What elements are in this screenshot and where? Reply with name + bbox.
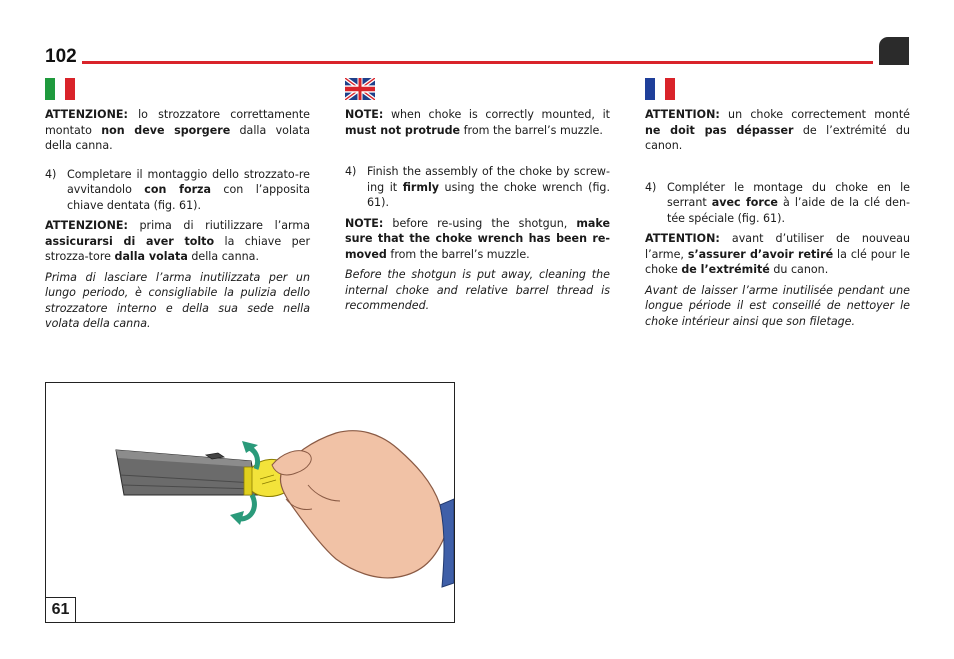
english-note-1: NOTE: when choke is correctly mounted, it must not protrude from the barrel’s muzzle. — [345, 108, 610, 137]
english-step-4: 4) Finish the assembly of the choke by screw-ing it firmly using the choke wrench (fig. 61). — [345, 165, 610, 209]
english-column — [345, 107, 610, 319]
english-italic-note: Before the shotgun is put away, cleaning the internal choke and relative barrel thread is recommended. — [345, 268, 610, 312]
italian-note: Prima di lasciare l’arma inutilizzata per un lungo periodo, è consigliabile la pulizia dello strozzatore interno e della sua sede nella volata della canna. — [45, 270, 310, 330]
french-attention-1: ATTENTION: un choke correctement monté ne doit pas dépasser de l’extrémité du canon. — [645, 108, 910, 152]
italian-attention-2: ATTENZIONE: prima di riutilizzare l’arma assicurarsi di aver tolto la chiave per strozza-tore dalla volata della canna. — [45, 219, 311, 263]
header-rule — [82, 61, 873, 64]
italian-attention-1: ATTENZIONE: lo strozzatore correttamente montato non deve sporgere dalla volata della canna. — [45, 108, 310, 152]
italian-column — [45, 107, 310, 337]
flag-france-icon — [645, 78, 675, 100]
figure-number: 61 — [45, 597, 76, 623]
flag-uk-icon — [345, 78, 375, 100]
french-attention-2: ATTENTION: avant d’utiliser de nouveau l’arme, s’assurer d’avoir retiré la clé pour le choke de l’extrémité du canon. — [645, 232, 910, 276]
italian-step-4: 4) Completare il montaggio dello strozzato-re avvitandolo con forza con l’apposita chiave dentata (fig. 61). — [45, 167, 311, 212]
flag-italy-icon — [45, 78, 75, 100]
french-column — [645, 107, 910, 334]
french-italic-note: Avant de laisser l’arme inutilisée pendant une longue période il est conseillé de nettoyer le choke intérieur ainsi que son filetage. — [645, 283, 910, 328]
french-step-4: 4) Compléter le montage du choke en le serrant avec force à l’aide de la clé den-tée spéciale (fig. 61). — [645, 180, 910, 225]
english-note-2: NOTE: before re-using the shotgun, make sure that the choke wrench has been re-moved from the barrel’s muzzle. — [345, 216, 610, 261]
figure-61 — [45, 382, 455, 623]
page-number: 102 — [45, 46, 77, 67]
section-tab — [879, 37, 909, 65]
hand-tightening-choke-wrench-illustration — [46, 383, 454, 622]
